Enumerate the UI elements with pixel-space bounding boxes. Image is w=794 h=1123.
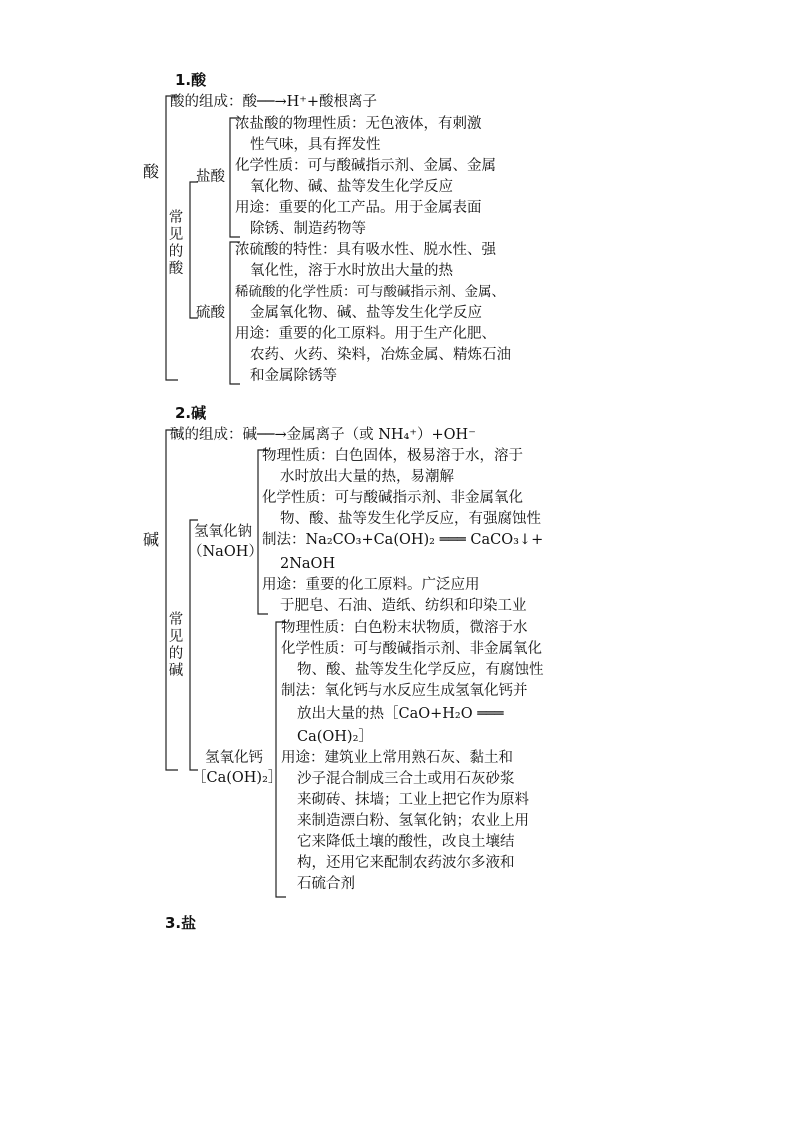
naoh-formula: （NaOH） xyxy=(188,544,263,560)
caoh2-line: 化学性质：可与酸碱指示剂、非金属氧化 xyxy=(281,641,542,657)
caoh2-line: 石硫合剂 xyxy=(297,876,355,892)
base-main-brace xyxy=(166,430,178,770)
base-common-label: 常见的碱 xyxy=(168,612,184,679)
caoh2-line: 物理性质：白色粉末状物质，微溶于水 xyxy=(281,620,528,636)
naoh-line: 化学性质：可与酸碱指示剂、非金属氧化 xyxy=(262,490,523,506)
hcl-line: 性气味，具有挥发性 xyxy=(250,137,381,153)
caoh2-line: 构，还用它来配制农药波尔多液和 xyxy=(297,855,515,871)
h2so4-line: 和金属除锈等 xyxy=(250,368,337,384)
h2so4-brace xyxy=(230,242,240,384)
acid-common-brace xyxy=(190,182,198,318)
h2so4-line: 氧化性，溶于水时放出大量的热 xyxy=(250,263,453,279)
h2so4-line: 浓硫酸的特性：具有吸水性、脱水性、强 xyxy=(235,242,496,258)
naoh-line: 水时放出大量的热，易潮解 xyxy=(280,469,454,485)
naoh-line: 用途：重要的化工原料。广泛应用 xyxy=(262,577,480,593)
naoh-line: 物、酸、盐等发生化学反应，有强腐蚀性 xyxy=(280,511,541,527)
acid-composition: 酸的组成：酸──→H⁺+酸根离子 xyxy=(170,94,378,110)
h2so4-line: 用途：重要的化工原料。用于生产化肥、 xyxy=(235,326,496,342)
hcl-line: 浓盐酸的物理性质：无色液体，有刺激 xyxy=(235,116,482,132)
naoh-line: 于肥皂、石油、造纸、纺织和印染工业 xyxy=(280,598,527,614)
base-root: 碱 xyxy=(143,530,160,549)
naoh-line: 物理性质：白色固体，极易溶于水，溶于 xyxy=(262,448,523,464)
base-heading: 2.碱 xyxy=(175,404,207,422)
caoh2-line: Ca(OH)₂］ xyxy=(297,729,373,745)
caoh2-line: 来砌砖、抹墙；工业上把它作为原料 xyxy=(297,792,529,808)
hcl-line: 化学性质：可与酸碱指示剂、金属、金属 xyxy=(235,158,496,174)
naoh-line: 制法：Na₂CO₃+Ca(OH)₂ ═══ CaCO₃↓+ xyxy=(262,532,544,548)
caoh2-line: 它来降低土壤的酸性，改良土壤结 xyxy=(297,834,515,850)
hcl-line: 用途：重要的化工产品。用于金属表面 xyxy=(235,200,482,216)
naoh-line: 2NaOH xyxy=(280,556,336,572)
caoh2-formula: ［Ca(OH)₂］ xyxy=(192,770,283,786)
hcl-label: 盐酸 xyxy=(196,169,225,185)
acid-root: 酸 xyxy=(143,162,160,181)
caoh2-line: 物、酸、盐等发生化学反应，有腐蚀性 xyxy=(297,662,544,678)
h2so4-line: 金属氧化物、碱、盐等发生化学反应 xyxy=(250,305,482,321)
caoh2-line: 放出大量的热［CaO+H₂O ═══ xyxy=(297,706,504,722)
hcl-brace xyxy=(230,118,240,237)
caoh2-line: 沙子混合制成三合土或用石灰砂浆 xyxy=(297,771,515,787)
caoh2-line: 来制造漂白粉、氢氧化钠；农业上用 xyxy=(297,813,529,829)
acid-heading: 1.酸 xyxy=(175,71,207,89)
salt-heading: 3.盐 xyxy=(165,914,197,932)
h2so4-line: 稀硫酸的化学性质：可与酸碱指示剂、金属、 xyxy=(235,284,505,300)
caoh2-line: 用途：建筑业上常用熟石灰、黏土和 xyxy=(281,750,513,766)
acid-common-label: 常见的酸 xyxy=(168,210,184,277)
hcl-line: 除锈、制造药物等 xyxy=(250,221,366,237)
caoh2-line: 制法：氧化钙与水反应生成氢氧化钙并 xyxy=(281,683,528,699)
base-composition: 碱的组成：碱──→金属离子（或 NH₄⁺）+OH⁻ xyxy=(170,427,476,443)
hcl-line: 氧化物、碱、盐等发生化学反应 xyxy=(250,179,453,195)
h2so4-line: 农药、火药、染料，冶炼金属、精炼石油 xyxy=(250,347,511,363)
naoh-label: 氢氧化钠 xyxy=(194,524,252,540)
caoh2-label: 氢氧化钙 xyxy=(205,750,263,766)
h2so4-label: 硫酸 xyxy=(196,305,225,321)
